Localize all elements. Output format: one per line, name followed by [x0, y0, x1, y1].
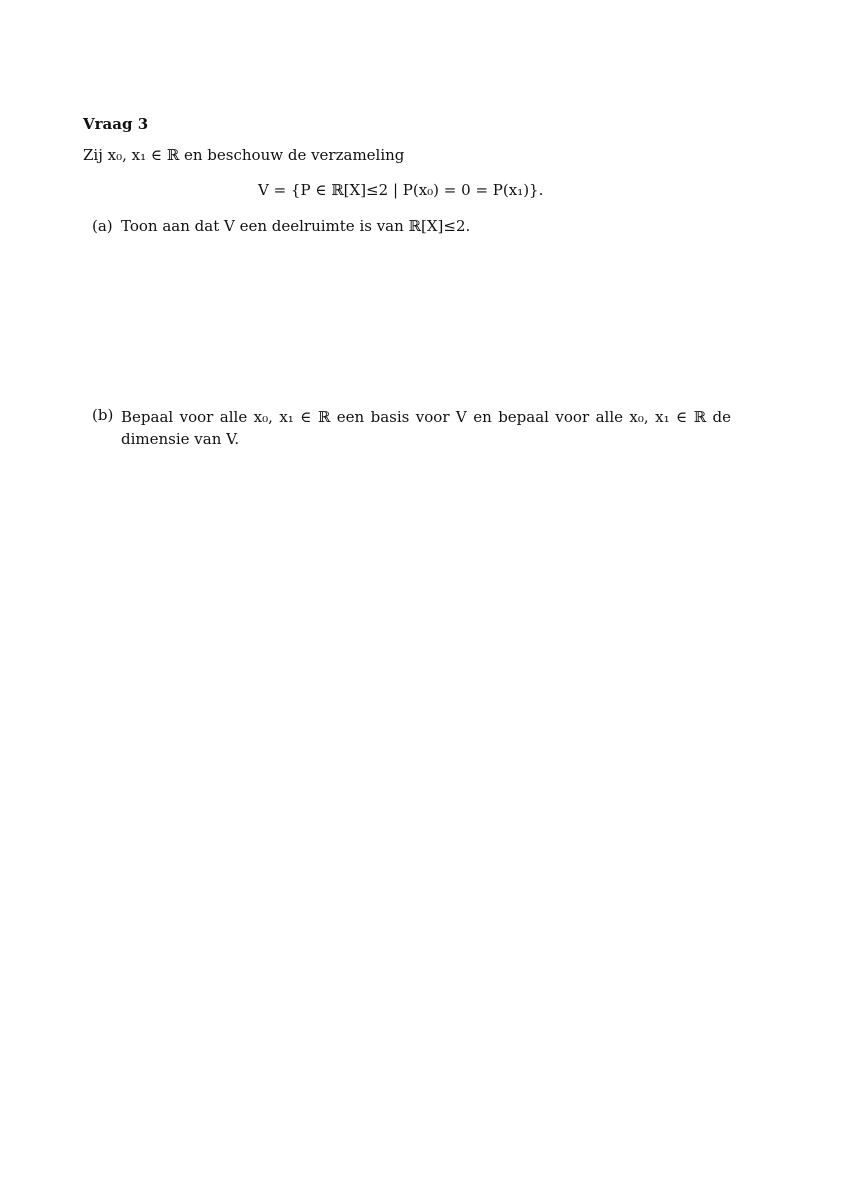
part-b: [92, 406, 742, 454]
question-title: Vraag 3: [83, 115, 149, 133]
part-b-label: (b): [92, 406, 114, 424]
part-a-label: (a): [92, 217, 113, 235]
part-b-text: Bepaal voor alle x₀, x₁ ∈ ℝ een basis voor V en bepaal voor alle x₀, x₁ ∈ ℝ de dimensie van V.: [121, 408, 731, 448]
part-a-text: Toon aan dat V een deelruimte is van ℝ[X]≤2.: [121, 217, 471, 235]
set-definition-formula: V = {P ∈ ℝ[X]≤2 | P(x₀) = 0 = P(x₁)}.: [258, 181, 544, 199]
part-a: [92, 217, 742, 241]
question-intro: Zij x₀, x₁ ∈ ℝ en beschouw de verzameling: [83, 146, 405, 164]
